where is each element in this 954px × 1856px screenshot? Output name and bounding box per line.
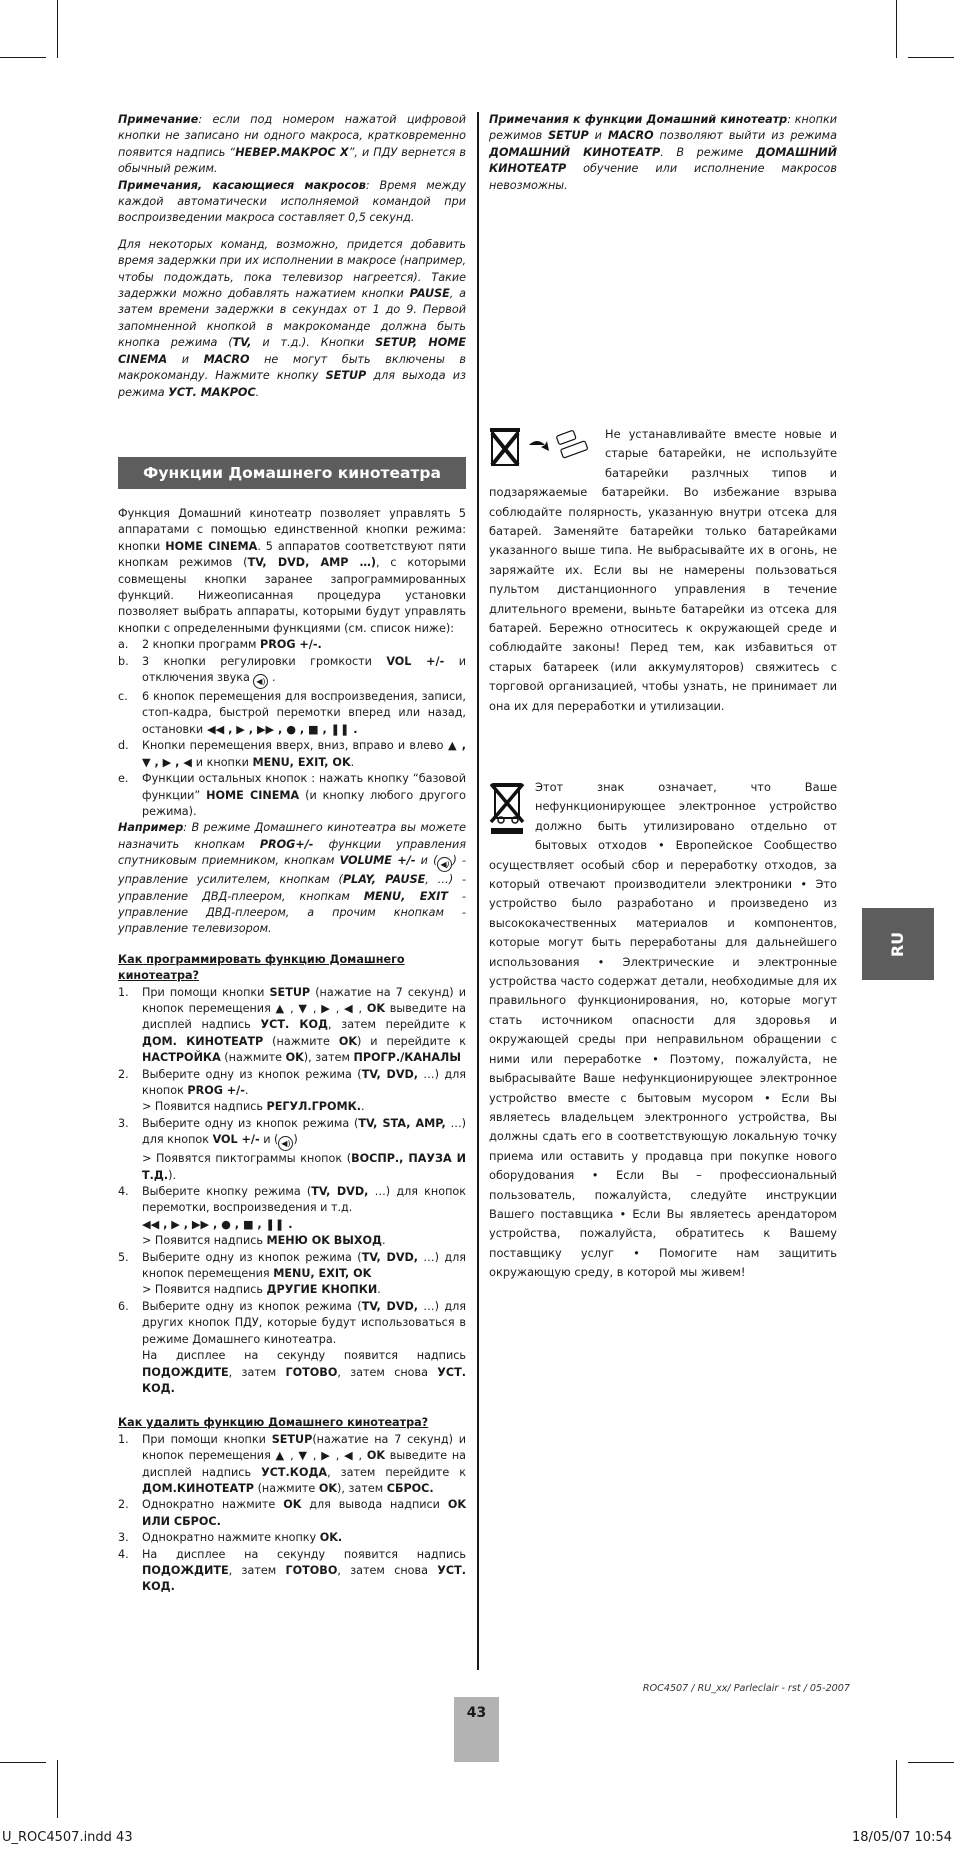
crop-mark [896, 0, 897, 58]
delete-heading: Как удалить функцию Домашнего кинотеатра? [118, 1416, 429, 1430]
left-column-main [118, 506, 466, 1596]
example-paragraph: Например: В режиме Домашнего кинотеатра вы можете назначить кнопкам PROG+/- функции управления спутниковым приемником, кнопкам VOLUME +/- и ( ◀) ) - управление усилителем, кнопкам (PLAY, PAUSE, …) - управление ДВД-плеером, кнопкам MENU, EXIT - управление ДВД-плеером, а прочим кнопкам - управление телевизором. [118, 821, 466, 936]
battery-disposal-icon [489, 425, 595, 477]
list-item: 3. Выберите одну из кнопок режима (TV, STA, AMP, …) для кнопок VOL +/- и ( ◀) ) > Появятся пиктограммы кнопок (ВОСПР., ПАУЗА И Т.Д.). [118, 1116, 466, 1182]
weee-bin-icon [489, 778, 525, 842]
print-slug-date: 18/05/07 10:54 [852, 1830, 952, 1845]
intro-paragraph: Функция Домашний кинотеатр позволяет управлять 5 аппаратами с помощью единственной кнопки режима: кнопки HOME CINEMA. 5 аппаратов соответствуют пяти кнопкам режимов (TV, DVD, AMP …), с которыми совмещены кнопки заранее запрограммированных функций. Нижеописанная процедура установки позволяет выбрать аппараты, которыми будут управлять кнопки с определенными функциями (см. список ниже): [118, 507, 466, 635]
mute-icon: ◀) [437, 857, 452, 872]
page-number: 43 [454, 1697, 499, 1762]
list-item: c. 6 кнопок перемещения для воспроизведения, записи, стоп-кадра, быстрой перемотки вперед или назад, остановки ◀◀ , ▶ , ▶▶ , ● , ■ , ❚❚ . [118, 690, 466, 736]
crop-mark [0, 57, 46, 58]
left-column-top [118, 112, 466, 401]
crop-mark [896, 1760, 897, 1818]
crop-mark [57, 1760, 58, 1818]
list-item: 6. Выберите одну из кнопок режима (TV, DVD, …) для других кнопок ПДУ, которые будут использоваться в режиме Домашнего кинотеатра. На дисплее на секунду появится надпись ПОДОЖДИТЕ, затем ГОТОВО, затем снова УСТ. КОД. [118, 1299, 467, 1395]
crop-mark [908, 1762, 954, 1763]
list-item: 1. При помощи кнопки SETUP(нажатие на 7 секунд) и кнопок перемещения ▲ , ▼ , ▶ , ◀ , OK выведите на дисплей надпись УСТ.КОДА, затем перейдите к ДОМ.КИНОТЕАТР (нажмите OK), затем СБРОС. [118, 1432, 467, 1495]
column-divider [477, 112, 479, 1670]
program-heading: Как программировать функцию Домашнего кинотеатра? [118, 952, 405, 983]
crop-mark [0, 1762, 46, 1763]
macro-delay-paragraph: Для некоторых команд, возможно, придется добавить время задержки при их исполнении в макросе (например, чтобы подождать, пока телевизор нагреется). Такие задержки можно добавлять нажатием кнопки PAUSE, а затем времени задержки в секундах от 1 до 9. Первой запомненной кнопкой в макрокоманде должна быть кнопка режима (TV, и т.д.). Кнопки SETUP, HOME CINEMA и MACRO не могут быть включены в макрокоманду. Нажмите кнопку SETUP для выхода из режима УСТ. МАКРОС. [118, 237, 467, 399]
list-item: d. Кнопки перемещения вверх, вниз, вправо и влево ▲ , ▼ , ▶ , ◀ и кнопки MENU, EXIT, OK. [118, 739, 466, 769]
crop-mark [908, 57, 954, 58]
print-slug-filename: U_ROC4507.indd 43 [2, 1830, 133, 1845]
right-column-top [489, 112, 837, 194]
list-item: b. 3 кнопки регулировки громкости VOL +/- и отключения звука ◀) . [118, 654, 466, 689]
mute-icon: ◀) [278, 1136, 293, 1151]
macro-timing-note: Примечания, касающиеся макросов: Время между каждой автоматически исполняемой командой при воспроизведении макроса составляет 0,5 секунд. [118, 178, 466, 225]
list-item: e. Функции остальных кнопок : нажать кнопку “базовой функции” HOME CINEMA (и кнопку любого другого режима). [118, 772, 466, 818]
language-tab: RU [862, 908, 934, 980]
weee-notice: Этот знак означает, что Ваше нефункционирующее электронное устройство должно быть утилизировано отдельно от бытовых отходов • Европейское Сообщество осуществляет особый сбор и переработку отходов, за который отвечают производители электроники • Это устройство было разработано и произведено из высококачественных материалов и компонентов, которые могут быть переработаны для дальнейшего использования • Электрические и электронные устройства часто содержат детали, необходимые для их правильного функционирования, но, которые могут стать источником опасности для здоровья и окружающей среды при неправильном обращении с ними или переработке • Поэтому, пожалуйста, не выбрасывайте Ваше нефункционирующее электронное устройство вместе с бытовым мусором • Если Вы являетесь владельцем электронного устройства, Вы должны сдать его в соответствующую локальную точку приема или оставить у продавца при покупке нового оборудования • Если Вы – профессиональный пользователь, пожалуйста, следуйте инструкции Вашего поставщика • Если Вы являетесь арендатором устройства, пожалуйста, обратитесь к Вашему поставщику услуг • Помогите нам защитить окружающую среду, в которой мы живем! [489, 780, 837, 1280]
delete-steps [118, 1432, 466, 1596]
footer-reference: ROC4507 / RU_xx/ Parleclair - rst / 05-2007 [642, 1683, 850, 1694]
list-item: 4. Выберите кнопку режима (TV, DVD, …) для кнопок перемотки, воспроизведения и т.д. ◀◀ , ▶ , ▶▶ , ● , ■ , ❚❚ . > Появится надпись МЕНЮ OK ВЫХОД. [118, 1185, 466, 1248]
home-cinema-note: Примечания к функции Домашний кинотеатр: кнопки режимов SETUP и MACRO позволяют выйти из режима ДОМАШНИЙ КИНОТЕАТР. В режиме ДОМАШНИЙ КИНОТЕАТР обучение или исполнение макросов невозможны. [489, 113, 838, 192]
list-item: 4. На дисплее на секунду появится надпись ПОДОЖДИТЕ, затем ГОТОВО, затем снова УСТ. КОД. [118, 1547, 466, 1594]
mute-icon: ◀) [253, 674, 268, 689]
crop-mark [57, 0, 58, 58]
list-item: 5. Выберите одну из кнопок режима (TV, DVD, …) для кнопок перемещения MENU, EXIT, OK > Появится надпись ДРУГИЕ КНОПКИ. [118, 1250, 467, 1297]
list-item: 2. Выберите одну из кнопок режима (TV, DVD, …) для кнопок PROG +/-. > Появится надпись РЕГУЛ.ГРОМК.. [118, 1067, 467, 1114]
program-steps [118, 985, 466, 1398]
list-item: 3. Однократно нажмите кнопку OK. [118, 1531, 343, 1545]
list-item: 1. При помощи кнопки SETUP (нажатие на 7 секунд) и кнопок перемещения ▲ , ▼ , ▶ , ◀ , OK выведите на дисплей надпись УСТ. КОД, затем перейдите к ДОМ. КИНОТЕАТР (нажмите OK) и перейдите к НАСТРОЙКА (нажмите OK), затем ПРОГР./КАНАЛЫ [118, 985, 467, 1065]
list-item: a. 2 кнопки программ PROG +/-. [118, 638, 322, 652]
function-list [118, 637, 466, 820]
macro-note: Примечание: если под номером нажатой цифровой кнопки не записано ни одного макроса, кратковременно появится надпись “НЕВЕР.МАКРОС X”, и ПДУ вернется в обычный режим. [118, 113, 466, 176]
battery-warning: Не устанавливайте вместе новые и старые батарейки, не используйте батарейки разлчных типов и подзаряжаемые батарейки. Во избежание взрыва соблюдайте полярность, указанную внутри отсека для батарей. Заменяйте батарейки только батарейками указанного выше типа. Не выбрасывайте их в огонь, не заряжайте их. Если вы не намерены пользоваться пультом дистанционного управления в течение длительного времени, выньте батарейки из отсека для батарей. Бережно относитесь к окружающей среде и соблюдайте законы! Перед тем, как избавиться от старых батареек (или аккумуляторов) свяжитесь с торговой организацией, чтобы узнать, не принимает ли она их для переработки и утилизации. [489, 427, 837, 713]
section-title: Функции Домашнего кинотеатра [118, 457, 466, 489]
list-item: 2. Однократно нажмите OK для вывода надписи OK ИЛИ СБРОС. [118, 1498, 466, 1528]
